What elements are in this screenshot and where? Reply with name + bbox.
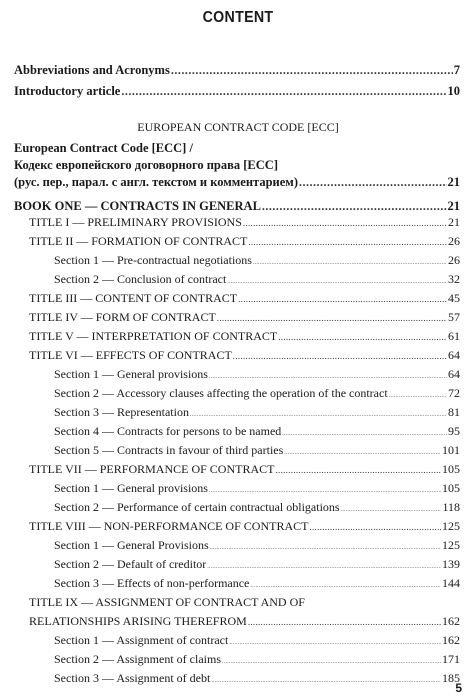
toc-entry-page: 162 — [442, 614, 460, 628]
toc-entry-section[interactable] — [54, 253, 460, 270]
dot-leader — [121, 84, 446, 98]
toc-entry-title-line-1: TITLE IX — ASSIGNMENT OF CONTRACT AND OF — [29, 595, 305, 609]
toc-entry-label: BOOK ONE — CONTRACTS IN GENERAL — [14, 199, 261, 213]
toc-entry-page: 125 — [442, 519, 460, 533]
toc-entry-title[interactable] — [29, 310, 460, 325]
toc-entry-label: Section 3 — Effects of non-performance — [54, 576, 250, 590]
code-entry-line-1: European Contract Code [ECC] / — [14, 141, 193, 155]
toc-entry-page: 95 — [448, 424, 460, 438]
toc-entry-label: Section 5 — Contracts in favour of third parties — [54, 443, 284, 457]
toc-entry-label: Section 2 — Assignment of claims — [54, 652, 221, 666]
toc-entry-title[interactable] — [29, 329, 460, 344]
toc-entry-title[interactable] — [29, 234, 460, 249]
dot-leader — [248, 235, 447, 249]
toc-entry-section[interactable] — [54, 481, 460, 498]
toc-entry-page: 125 — [442, 538, 460, 552]
toc-entry-page: 72 — [448, 386, 460, 400]
toc-entry-label: TITLE V — INTERPRETATION OF CONTRACT — [29, 329, 278, 343]
toc-entry-label: Section 3 — Representation — [54, 405, 189, 419]
toc-entry-page: 21 — [447, 199, 460, 213]
toc-entry-label: (рус. пер., парал. с англ. текстом и комментарием) — [14, 175, 298, 189]
toc-entry-label: TITLE VI — EFFECTS OF CONTRACT — [29, 348, 232, 362]
dot-leader — [278, 330, 447, 344]
toc-entry-section[interactable] — [54, 538, 460, 555]
toc-entry-label: Introductory article — [14, 84, 121, 98]
toc-entry-section[interactable] — [54, 671, 460, 688]
page-number: 5 — [455, 681, 462, 695]
toc-entry-title[interactable] — [29, 462, 460, 477]
toc-entry-code[interactable] — [14, 175, 460, 189]
dot-leader — [229, 636, 441, 650]
dot-leader — [309, 520, 441, 534]
toc-entry-page: 45 — [448, 291, 460, 305]
dot-leader — [222, 655, 441, 669]
dot-leader — [275, 463, 441, 477]
toc-entry-page: 26 — [448, 253, 460, 267]
dot-leader — [210, 541, 441, 555]
toc-entry-page: 81 — [448, 405, 460, 419]
toc-entry-book-one[interactable] — [14, 199, 460, 213]
toc-entry-page: 32 — [448, 272, 460, 286]
toc-entry-label: TITLE III — CONTENT OF CONTRACT — [29, 291, 238, 305]
toc-entry-label: Section 2 — Conclusion of contract — [54, 272, 227, 286]
toc-entry-section[interactable] — [54, 405, 460, 422]
toc-entry-page: 64 — [448, 367, 460, 381]
toc-entry-label: Section 1 — Assignment of contract — [54, 633, 229, 647]
toc-entry-title[interactable] — [29, 291, 460, 306]
toc-entry-page: 162 — [442, 633, 460, 647]
toc-entry-label: Section 1 — General provisions — [54, 367, 208, 381]
toc-entry-label: Section 1 — General provisions — [54, 481, 208, 495]
page-heading: CONTENT — [202, 9, 274, 26]
section-title: EUROPEAN CONTRACT CODE [ECC] — [137, 120, 339, 134]
dot-leader — [227, 275, 447, 289]
toc-entry-label: Section 1 — General Provisions — [54, 538, 209, 552]
toc-entry-page: 105 — [442, 481, 460, 495]
toc-entry-title[interactable] — [29, 215, 460, 230]
dot-leader — [207, 560, 441, 574]
dot-leader — [250, 579, 441, 593]
dot-leader — [248, 615, 441, 629]
dot-leader — [284, 446, 441, 460]
toc-entry-label: TITLE VII — PERFORMANCE OF CONTRACT — [29, 462, 275, 476]
toc-entry-page: 171 — [442, 652, 460, 666]
toc-entry-section[interactable] — [54, 443, 460, 460]
dot-leader — [211, 674, 441, 688]
dot-leader — [253, 256, 447, 270]
toc-entry-label: Section 2 — Performance of certain contractual obligations — [54, 500, 340, 514]
toc-entry-page: 185 — [442, 671, 460, 685]
dot-leader — [171, 63, 453, 77]
dot-leader — [299, 175, 447, 189]
toc-entry-section[interactable] — [54, 272, 460, 289]
toc-entry-label: Section 2 — Accessory clauses affecting the operation of the contract — [54, 386, 388, 400]
toc-entry-page: 64 — [448, 348, 460, 362]
toc-entry-title[interactable] — [29, 614, 460, 629]
toc-entry-title[interactable] — [29, 519, 460, 534]
code-entry-line-2: Кодекс европейского договорного права [ECC] — [14, 158, 278, 172]
dot-leader — [341, 503, 442, 517]
dot-leader — [262, 199, 447, 213]
toc-entry-page: 144 — [442, 576, 460, 590]
toc-entry-label: Section 1 — Pre-contractual negotiations — [54, 253, 252, 267]
toc-entry-section[interactable] — [54, 424, 460, 441]
toc-entry-label: TITLE II — FORMATION OF CONTRACT — [29, 234, 248, 248]
dot-leader — [389, 389, 447, 403]
toc-entry-label: Section 3 — Assignment of debt — [54, 671, 211, 685]
toc-entry-label: Section 2 — Default of creditor — [54, 557, 207, 571]
dot-leader — [282, 427, 447, 441]
dot-leader — [217, 311, 447, 325]
toc-entry-introductory-article[interactable] — [14, 84, 460, 98]
toc-entry-section[interactable] — [54, 500, 460, 517]
toc-entry-page: 139 — [442, 557, 460, 571]
toc-entry-page: 7 — [453, 63, 460, 77]
toc-entry-section[interactable] — [54, 652, 460, 669]
dot-leader — [209, 484, 441, 498]
toc-entry-page: 118 — [442, 500, 460, 514]
toc-entry-page: 61 — [448, 329, 460, 343]
dot-leader — [243, 216, 447, 230]
toc-entry-title[interactable] — [29, 348, 460, 363]
dot-leader — [190, 408, 447, 422]
toc-entry-label: Abbreviations and Acronyms — [14, 63, 170, 77]
toc-entry-label: TITLE IV — FORM OF CONTRACT — [29, 310, 216, 324]
toc-entry-page: 26 — [448, 234, 460, 248]
toc-entry-page: 10 — [447, 84, 460, 98]
toc-entry-page: 21 — [448, 215, 460, 229]
dot-leader — [233, 349, 447, 363]
toc-entry-label: Section 4 — Contracts for persons to be named — [54, 424, 282, 438]
toc-entry-abbreviations[interactable] — [14, 63, 460, 77]
toc-entry-section[interactable] — [54, 633, 460, 650]
toc-entry-label: RELATIONSHIPS ARISING THEREFROM — [29, 614, 247, 628]
toc-entry-section[interactable] — [54, 557, 460, 574]
toc-entry-page: 101 — [442, 443, 460, 457]
toc-entry-section[interactable] — [54, 367, 460, 384]
dot-leader — [209, 370, 447, 384]
toc-entry-label: TITLE I — PRELIMINARY PROVISIONS — [29, 215, 242, 229]
dot-leader — [238, 292, 447, 306]
toc-entry-page: 57 — [448, 310, 460, 324]
toc-entry-section[interactable] — [54, 386, 460, 403]
toc-entry-label: TITLE VIII — NON-PERFORMANCE OF CONTRACT — [29, 519, 309, 533]
toc-entry-page: 21 — [447, 175, 460, 189]
toc-entry-section[interactable] — [54, 576, 460, 593]
toc-entry-page: 105 — [442, 462, 460, 476]
